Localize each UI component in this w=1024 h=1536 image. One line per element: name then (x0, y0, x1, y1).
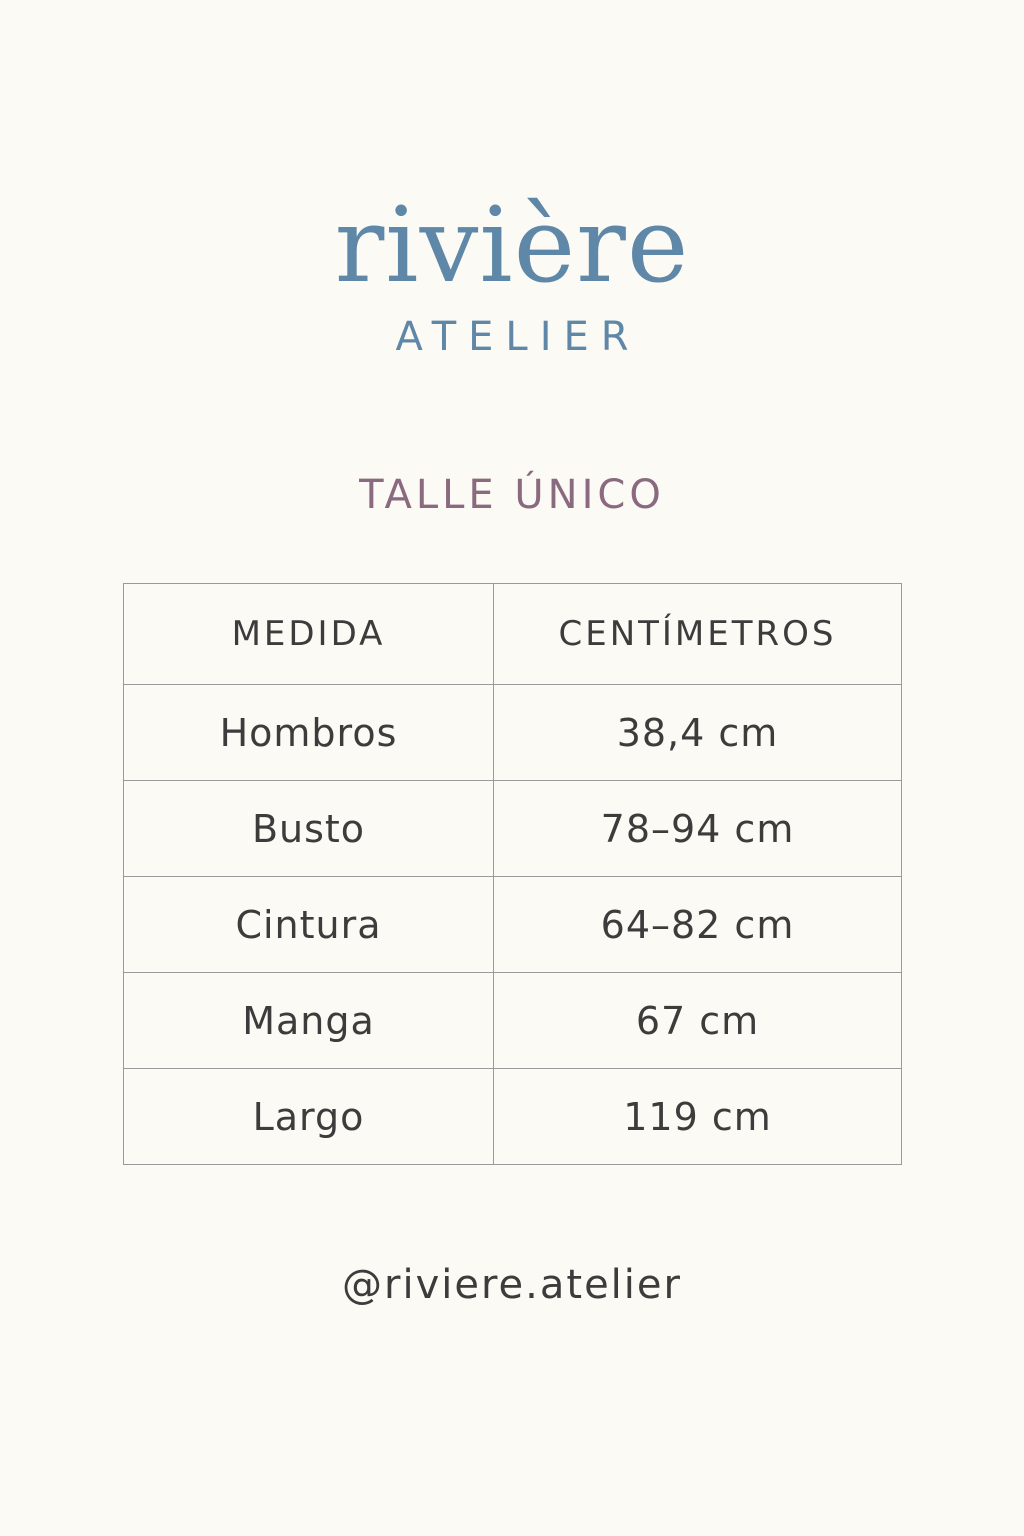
header-centimeters: CENTÍMETROS (494, 584, 902, 685)
brand-logo (0, 180, 1024, 360)
measure-name: Hombros (124, 685, 494, 781)
measure-value: 64–82 cm (494, 877, 902, 973)
measure-name: Manga (124, 973, 494, 1069)
measure-value: 78–94 cm (494, 781, 902, 877)
measure-name: Largo (124, 1069, 494, 1165)
table-row (124, 781, 902, 877)
measure-name: Busto (124, 781, 494, 877)
social-handle: @riviere.atelier (342, 1262, 682, 1308)
table-row (124, 973, 902, 1069)
header-measure: MEDIDA (124, 584, 494, 685)
table-header-row (124, 584, 902, 685)
brand-subtitle: ATELIER (395, 314, 641, 360)
table-row (124, 1069, 902, 1165)
table-row (124, 685, 902, 781)
measure-name: Cintura (124, 877, 494, 973)
brand-name: rivière (334, 184, 690, 306)
table-row (124, 877, 902, 973)
measure-value: 38,4 cm (494, 685, 902, 781)
size-title: TALLE ÚNICO (359, 472, 665, 518)
measure-value: 67 cm (494, 973, 902, 1069)
measure-value: 119 cm (494, 1069, 902, 1165)
measurements-table (123, 583, 902, 1165)
